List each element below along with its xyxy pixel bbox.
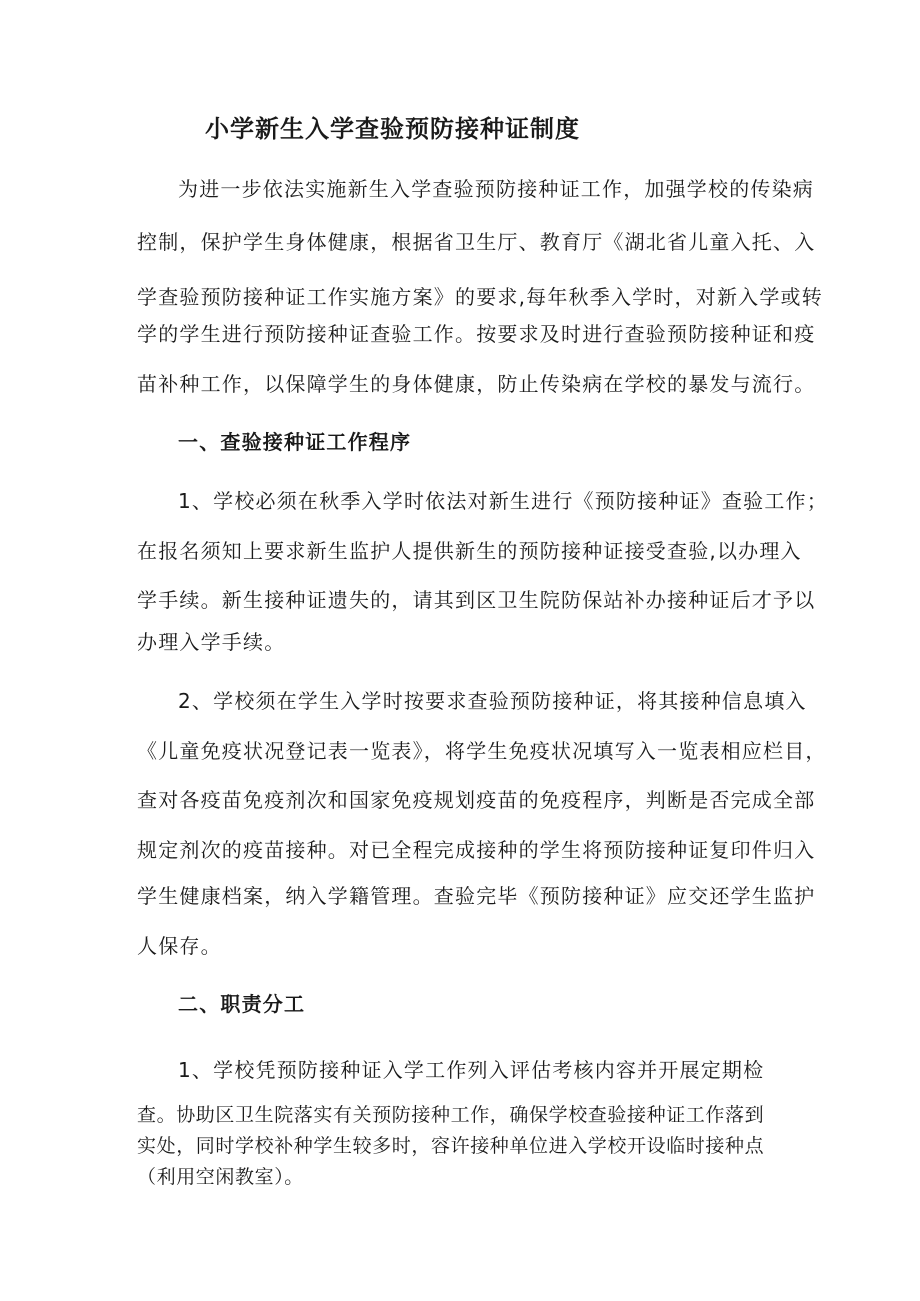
intro-line-2: 控制，保护学生身体健康，根据省卫生厅、教育厅《湖北省儿童入托、入	[137, 230, 816, 254]
responsibilities-item-1-line-1: 1、学校凭预防接种证入学工作列入评估考核内容并开展定期检	[178, 1058, 765, 1082]
procedure-item-2-line-2: 《儿童免疫状况登记表一览表》，将学生免疫状况填写入一览表相应栏目，	[137, 739, 827, 763]
procedure-item-1-line-1: 1、学校必须在秋季入学时依法对新生进行《预防接种证》查验工作；	[178, 489, 828, 513]
intro-line-4: 学的学生进行预防接种证查验工作。按要求及时进行查验预防接种证和疫	[137, 322, 816, 346]
procedure-item-2-line-3: 查对各疫苗免疫剂次和国家免疫规划疫苗的免疫程序，判断是否完成全部	[137, 788, 816, 812]
procedure-item-1-line-3: 学手续。新生接种证遗失的，请其到区卫生院防保站补办接种证后才予以	[137, 588, 816, 612]
procedure-item-1-line-4: 办理入学手续。	[137, 630, 286, 654]
procedure-item-2-line-4: 规定剂次的疫苗接种。对已全程完成接种的学生将预防接种证复印件归入	[137, 838, 816, 862]
responsibilities-item-1-line-2: 查。协助区卫生院落实有关预防接种工作，确保学校查验接种证工作落到	[137, 1104, 765, 1126]
document-title: 小学新生入学查验预防接种证制度	[205, 114, 580, 143]
procedure-item-2-line-1: 2、学校须在学生入学时按要求查验预防接种证，将其接种信息填入	[178, 689, 807, 713]
section-heading-procedure: 一、查验接种证工作程序	[178, 430, 412, 454]
procedure-item-2-line-5: 学生健康档案，纳入学籍管理。查验完毕《预防接种证》应交还学生监护	[137, 884, 816, 908]
intro-line-1: 为进一步依法实施新生入学查验预防接种证工作，加强学校的传染病	[178, 177, 814, 201]
procedure-item-1-line-2: 在报名须知上要求新生监护人提供新生的预防接种证接受查验,以办理入	[137, 539, 802, 563]
intro-line-3: 学查验预防接种证工作实施方案》的要求,每年秋季入学时，对新入学或转	[137, 285, 823, 309]
intro-line-5: 苗补种工作，以保障学生的身体健康，防止传染病在学校的暴发与流行。	[137, 372, 816, 396]
procedure-item-2-line-6: 人保存。	[137, 934, 222, 958]
section-heading-responsibilities: 二、职责分工	[178, 992, 306, 1016]
responsibilities-item-1-line-4: （利用空闲教室）。	[137, 1166, 304, 1188]
responsibilities-item-1-line-3: 实处，同时学校补种学生较多时，容许接种单位进入学校开设临时接种点	[137, 1135, 765, 1157]
